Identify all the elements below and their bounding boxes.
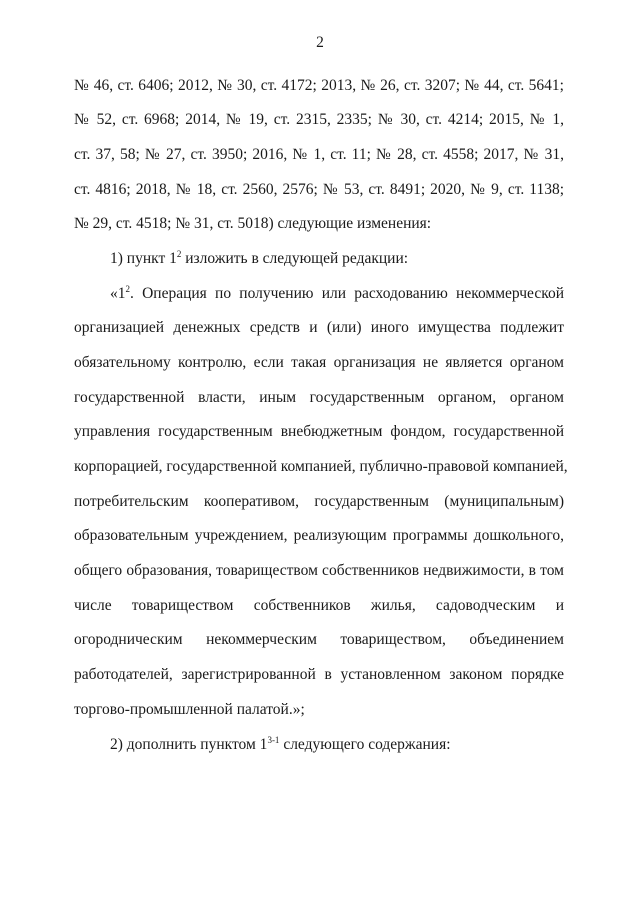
quote-first-suffix: . Операция по получению или расходованию некоммерческой — [130, 285, 564, 302]
item-1-suffix: изложить в следующей редакции: — [181, 250, 409, 267]
text-line: числе товариществом собственников жилья, садоводческим и — [74, 597, 564, 614]
quote-first-line — [110, 284, 564, 304]
text-line: ст. 37, 58; № 27, ст. 3950; 2016, № 1, ст. 11; № 28, ст. 4558; 2017, № 31, — [74, 146, 564, 163]
item-1-prefix: 1) пункт 1 — [110, 250, 177, 267]
text-line: № 46, ст. 6406; 2012, № 30, ст. 4172; 2013, № 26, ст. 3207; № 44, ст. 5641; — [74, 77, 564, 94]
text-line: огородническим некоммерческим товариществом, объединением — [74, 631, 564, 648]
text-line: управления государственным внебюджетным фондом, государственной — [74, 423, 564, 440]
text-line: № 29, ст. 4518; № 31, ст. 5018) следующие изменения: — [74, 215, 432, 232]
item-2-prefix: 2) дополнить пунктом 1 — [110, 736, 268, 753]
text-line: организацией денежных средств и (или) иного имущества подлежит — [74, 319, 564, 336]
item-2-suffix: следующего содержания: — [279, 736, 451, 753]
text-line: ст. 4816; 2018, № 18, ст. 2560, 2576; № 53, ст. 8491; 2020, № 9, ст. 1138; — [74, 181, 564, 198]
text-line: № 52, ст. 6968; 2014, № 19, ст. 2315, 2335; № 30, ст. 4214; 2015, № 1, — [74, 111, 564, 128]
item-2-superscript: 3-1 — [267, 735, 280, 745]
text-line: общего образования, товариществом собственников недвижимости, в том — [74, 562, 564, 579]
quote-first-prefix: «1 — [110, 285, 126, 302]
text-line: корпорацией, государственной компанией, публично-правовой компанией, — [74, 458, 568, 475]
text-line: образовательным учреждением, реализующим программы дошкольного, — [74, 527, 564, 544]
list-item-1 — [110, 249, 408, 269]
quote-first-superscript: 2 — [125, 284, 130, 294]
text-line: работодателей, зарегистрированной в установленном законом порядке — [74, 666, 564, 683]
text-line: государственной власти, иным государственным органом, органом — [74, 389, 564, 406]
page-number: 2 — [316, 34, 324, 51]
text-line: торгово-промышленной палатой.»; — [74, 701, 305, 718]
text-line: потребительским кооперативом, государственным (муниципальным) — [74, 493, 564, 510]
item-1-superscript: 2 — [176, 249, 182, 259]
text-line: обязательному контролю, если такая организация не является органом — [74, 354, 564, 371]
list-item-2 — [110, 735, 451, 755]
